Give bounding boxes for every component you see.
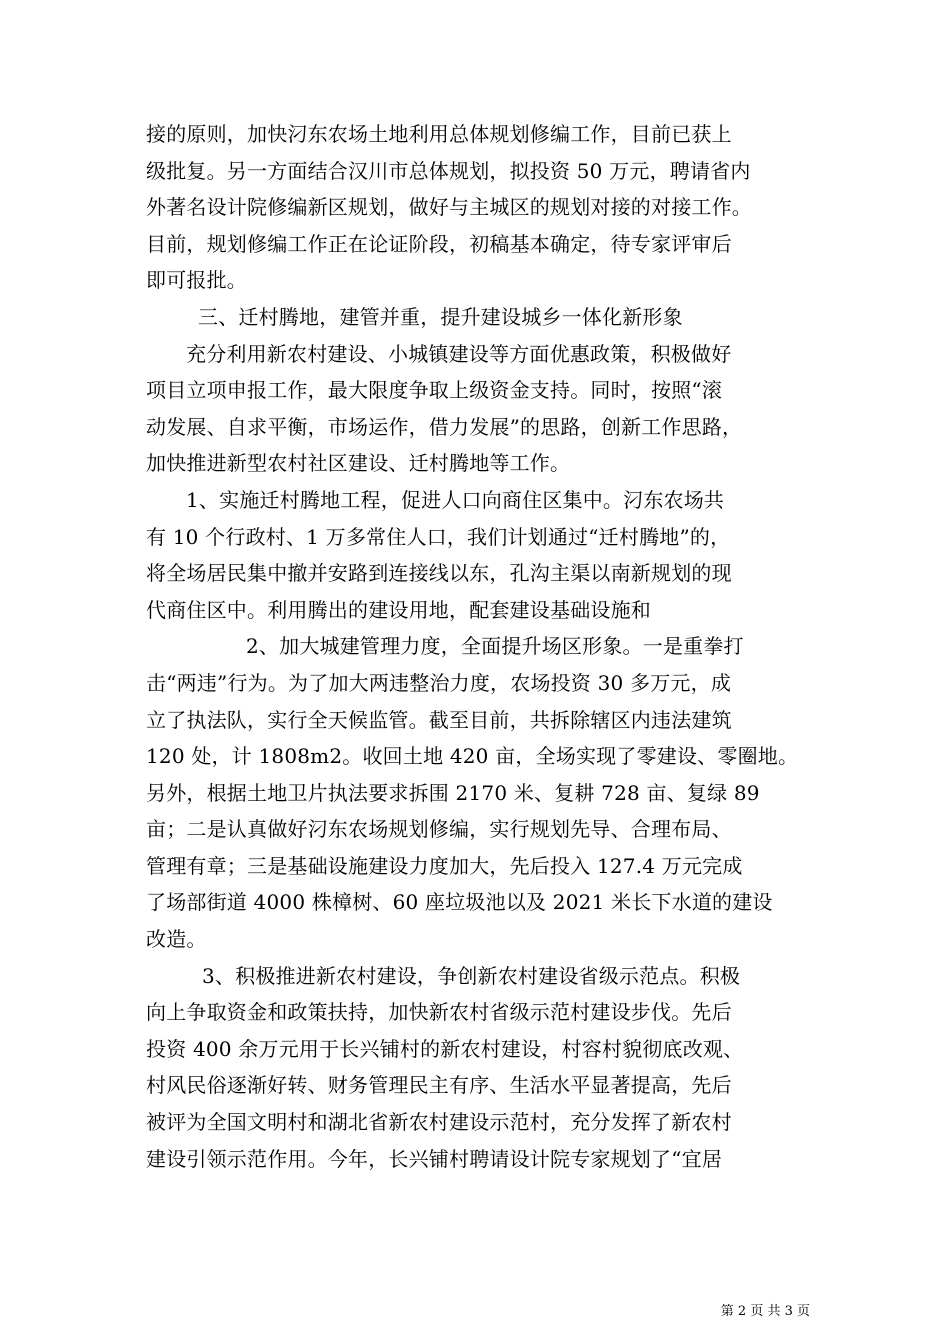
text-line: 将全场居民集中撤并安路到连接线以东，孔沟主渠以南新规划的现	[146, 561, 732, 586]
text-line: 级批复。另一方面结合汉川市总体规划，拟投资 50 万元，聘请省内	[146, 158, 751, 183]
text-line: 3、积极推进新农村建设，争创新农村建设省级示范点。积极	[202, 963, 741, 988]
body-text	[146, 116, 806, 1177]
text-line: 充分利用新农村建设、小城镇建设等方面优惠政策，积极做好	[186, 341, 732, 366]
text-line: 改造。	[146, 927, 207, 952]
text-line: 代商住区中。利用腾出的建设用地，配套建设基础设施和	[146, 597, 651, 622]
text-line: 投资 400 余万元用于长兴铺村的新农村建设，村容村貌彻底改观、	[146, 1036, 744, 1061]
text-line: 村风民俗逐渐好转、财务管理民主有序、生活水平显著提高，先后	[146, 1073, 732, 1098]
text-line: 了场部街道 4000 株樟树、60 座垃圾池以及 2021 米长下水道的建设	[146, 890, 773, 915]
text-line: 击“两违”行为。为了加大两违整治力度，农场投资 30 多万元，成	[146, 670, 732, 695]
text-line: 建设引领示范作用。今年，长兴铺村聘请设计院专家规划了“宜居	[146, 1146, 723, 1171]
text-line: 项目立项申报工作，最大限度争取上级资金支持。同时，按照“滚	[146, 378, 723, 403]
text-line: 1、实施迁村腾地工程，促进人口向商住区集中。汈东农场共	[186, 487, 725, 512]
text-line: 管理有章；三是基础设施建设力度加大，先后投入 127.4 万元完成	[146, 853, 743, 878]
text-line: 目前，规划修编工作正在论证阶段，初稿基本确定，待专家评审后	[146, 231, 732, 256]
text-line: 外著名设计院修编新区规划，做好与主城区的规划对接的对接工作。	[146, 195, 752, 220]
text-line: 向上争取资金和政策扶持，加快新农村省级示范村建设步伐。先后	[146, 1000, 732, 1025]
text-line: 被评为全国文明村和湖北省新农村建设示范村，充分发挥了新农村	[146, 1110, 732, 1135]
text-line: 120 处，计 1808m2。收回土地 420 亩，全场实现了零建设、零圈地。	[146, 744, 799, 769]
text-line: 亩；二是认真做好汈东农场规划修编，实行规划先导、合理布局、	[146, 817, 732, 842]
text-line: 立了执法队，实行全天候监管。截至目前，共拆除辖区内违法建筑	[146, 707, 732, 732]
text-line: 加快推进新型农村社区建设、迁村腾地等工作。	[146, 451, 571, 476]
text-line: 动发展、自求平衡，市场运作，借力发展”的思路，创新工作思路，	[146, 414, 743, 439]
section-heading: 三、迁村腾地，建管并重，提升建设城乡一体化新形象	[198, 304, 683, 329]
page-number-footer: 第 2 页 共 3 页	[720, 1304, 810, 1319]
text-line: 另外，根据土地卫片执法要求拆围 2170 米、复耕 728 亩、复绿 89	[146, 780, 760, 805]
text-line: 接的原则，加快汈东农场土地利用总体规划修编工作，目前已获上	[146, 122, 732, 146]
text-line: 2、加大城建管理力度，全面提升场区形象。一是重拳打	[246, 634, 744, 659]
text-line: 有 10 个行政村、1 万多常住人口，我们计划通过“迁村腾地”的，	[146, 524, 731, 549]
text-line: 即可报批。	[146, 268, 247, 293]
